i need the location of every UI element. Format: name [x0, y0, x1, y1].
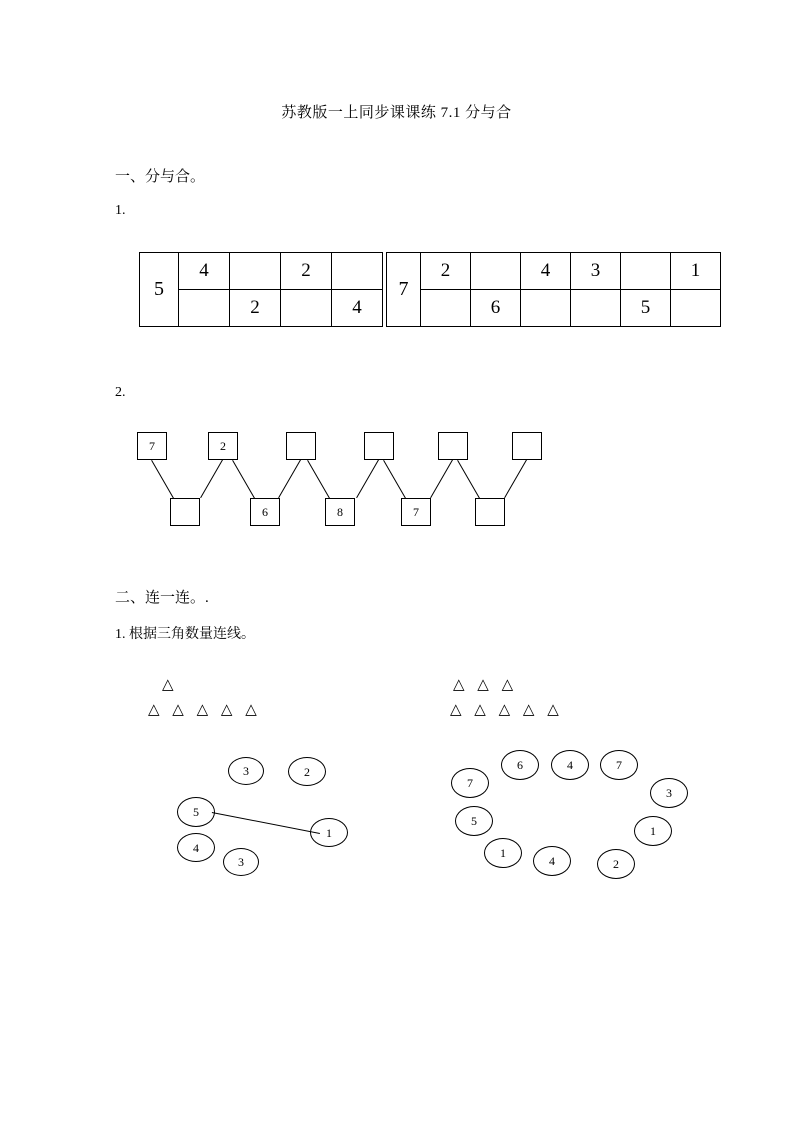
- q2-top-box-5[interactable]: [512, 432, 542, 460]
- q2-connector-line: [457, 460, 480, 499]
- right-oval-6-value: 1: [650, 824, 656, 838]
- q2-connector-line: [307, 460, 330, 499]
- q2-bottom-box-2-value: 8: [337, 505, 343, 519]
- right-oval-4-value: 3: [666, 786, 672, 800]
- q2-bottom-box-3[interactable]: [401, 498, 431, 526]
- right-oval-9[interactable]: [597, 849, 635, 879]
- table-a-lead-cell: 5: [140, 253, 179, 327]
- right-oval-7-value: 1: [500, 846, 506, 860]
- triangles-left-top-row: △: [162, 675, 178, 693]
- q2-connector-line: [504, 460, 527, 499]
- left-oval-0[interactable]: [228, 757, 264, 785]
- q2-top-box-1-value: 2: [220, 439, 226, 453]
- right-oval-5[interactable]: [455, 806, 493, 836]
- right-oval-1[interactable]: [551, 750, 589, 780]
- table-a-bottom-cell-3: 4: [332, 290, 383, 327]
- q2-bottom-box-0[interactable]: [170, 498, 200, 526]
- left-oval-2[interactable]: [177, 797, 215, 827]
- table-b-top-cell-1: [471, 253, 521, 290]
- right-oval-3-value: 7: [467, 776, 473, 790]
- left-oval-4-value: 4: [193, 841, 199, 855]
- table-b-bottom-cell-5: [671, 290, 721, 327]
- q2-bottom-box-2[interactable]: [325, 498, 355, 526]
- right-oval-0[interactable]: [501, 750, 539, 780]
- question-1-label: 1.: [115, 203, 126, 218]
- q2-bottom-box-4-value: [476, 499, 504, 506]
- table-b-lead-cell: 7: [387, 253, 421, 327]
- q2-top-box-3-value: [365, 433, 393, 440]
- q2-top-box-3[interactable]: [364, 432, 394, 460]
- q2-connector-line: [383, 460, 406, 499]
- right-oval-5-value: 5: [471, 814, 477, 828]
- table-a-bottom-cell-1: 2: [230, 290, 281, 327]
- q2-connector-line: [232, 460, 255, 499]
- table-b-top-cell-2: 4: [521, 253, 571, 290]
- q2-bottom-box-4[interactable]: [475, 498, 505, 526]
- triangles-right-top-row: △ △ △: [453, 675, 518, 693]
- table-a-bottom-cell-0: [179, 290, 230, 327]
- q2-top-box-2[interactable]: [286, 432, 316, 460]
- left-oval-5-value: 3: [238, 855, 244, 869]
- left-oval-3-value: 1: [326, 826, 332, 840]
- q2-top-box-1[interactable]: [208, 432, 238, 460]
- q2-bottom-box-1[interactable]: [250, 498, 280, 526]
- number-split-table-left: [139, 252, 383, 327]
- table-a-bottom-cell-2: [281, 290, 332, 327]
- q2-bottom-box-1-value: 6: [262, 505, 268, 519]
- table-b-bottom-cell-1: 6: [471, 290, 521, 327]
- number-split-table-right: [386, 252, 721, 327]
- q2-connector-line: [356, 460, 379, 499]
- right-oval-3[interactable]: [451, 768, 489, 798]
- section-heading-1: 一、分与合。: [115, 169, 206, 185]
- left-oval-1[interactable]: [288, 757, 326, 786]
- q2-top-box-2-value: [287, 433, 315, 440]
- right-oval-1-value: 4: [567, 758, 573, 772]
- table-a-top-cell-0: 4: [179, 253, 230, 290]
- table-a-top-cell-3: [332, 253, 383, 290]
- q2-connector-line: [278, 460, 301, 499]
- q2-bottom-box-3-value: 7: [413, 505, 419, 519]
- q2-connector-line: [200, 460, 223, 499]
- table-b-bottom-cell-4: 5: [621, 290, 671, 327]
- right-oval-9-value: 2: [613, 857, 619, 871]
- right-oval-7[interactable]: [484, 838, 522, 868]
- left-oval-5[interactable]: [223, 848, 259, 876]
- left-oval-2-value: 5: [193, 805, 199, 819]
- q2-bottom-box-0-value: [171, 499, 199, 506]
- left-oval-1-value: 2: [304, 765, 310, 779]
- triangles-right-bottom-row: △ △ △ △ △: [450, 700, 563, 718]
- q2-connector-line: [151, 460, 174, 499]
- q2-top-box-0[interactable]: [137, 432, 167, 460]
- right-oval-2[interactable]: [600, 750, 638, 780]
- section-heading-2: 二、连一连。.: [115, 590, 209, 606]
- triangles-left-bottom-row: △ △ △ △ △: [148, 700, 261, 718]
- page-title: 苏教版一上同步课课练 7.1 分与合: [281, 105, 512, 121]
- table-a-top-cell-1: [230, 253, 281, 290]
- left-oval-4[interactable]: [177, 833, 215, 862]
- left-oval-0-value: 3: [243, 764, 249, 778]
- question-2-label: 2.: [115, 385, 126, 400]
- right-oval-4[interactable]: [650, 778, 688, 808]
- question-3-label: 1. 根据三角数量连线。: [115, 627, 255, 642]
- q2-top-box-4-value: [439, 433, 467, 440]
- right-oval-2-value: 7: [616, 758, 622, 772]
- drawn-answer-line: [212, 812, 320, 834]
- table-b-top-cell-3: 3: [571, 253, 621, 290]
- q2-top-box-5-value: [513, 433, 541, 440]
- right-oval-0-value: 6: [517, 758, 523, 772]
- right-oval-8-value: 4: [549, 854, 555, 868]
- table-b-bottom-cell-0: [421, 290, 471, 327]
- q2-top-box-0-value: 7: [149, 439, 155, 453]
- table-b-top-cell-4: [621, 253, 671, 290]
- right-oval-6[interactable]: [634, 816, 672, 846]
- table-b-bottom-cell-3: [571, 290, 621, 327]
- q2-top-box-4[interactable]: [438, 432, 468, 460]
- table-b-bottom-cell-2: [521, 290, 571, 327]
- table-b-top-cell-5: 1: [671, 253, 721, 290]
- table-a-top-cell-2: 2: [281, 253, 332, 290]
- table-b-top-cell-0: 2: [421, 253, 471, 290]
- q2-connector-line: [430, 460, 453, 499]
- right-oval-8[interactable]: [533, 846, 571, 876]
